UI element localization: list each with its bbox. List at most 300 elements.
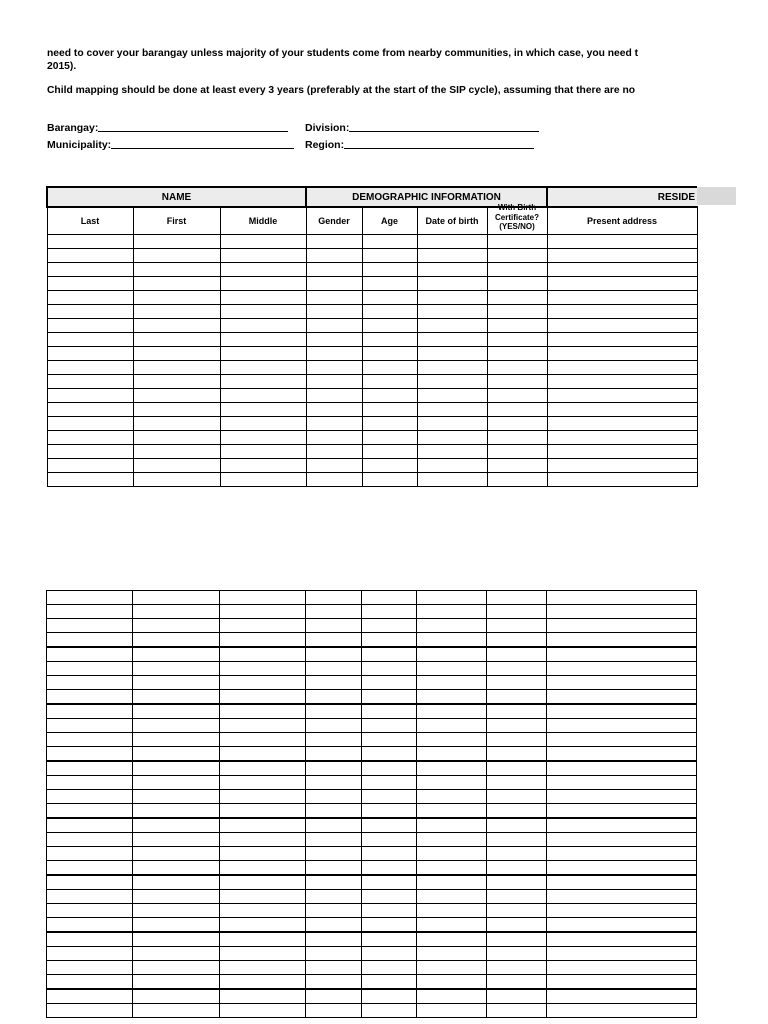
table-cell[interactable] xyxy=(220,961,306,975)
table-cell[interactable] xyxy=(220,361,306,375)
table-cell[interactable] xyxy=(306,291,362,305)
table-cell[interactable] xyxy=(220,690,306,705)
table-cell[interactable] xyxy=(487,605,547,619)
table-cell[interactable] xyxy=(220,249,306,263)
table-cell[interactable] xyxy=(220,619,306,633)
table-cell[interactable] xyxy=(362,361,417,375)
table-cell[interactable] xyxy=(220,235,306,249)
table-cell[interactable] xyxy=(220,403,306,417)
table-cell[interactable] xyxy=(133,790,220,804)
table-cell[interactable] xyxy=(362,747,417,762)
table-cell[interactable] xyxy=(133,417,220,431)
table-cell[interactable] xyxy=(547,776,697,790)
table-cell[interactable] xyxy=(417,263,487,277)
table-cell[interactable] xyxy=(547,733,697,747)
table-cell[interactable] xyxy=(47,904,133,918)
table-cell[interactable] xyxy=(547,319,697,333)
table-cell[interactable] xyxy=(220,704,306,719)
table-cell[interactable] xyxy=(417,747,487,762)
table-cell[interactable] xyxy=(306,361,362,375)
table-cell[interactable] xyxy=(306,417,362,431)
table-cell[interactable] xyxy=(133,445,220,459)
table-cell[interactable] xyxy=(220,989,306,1004)
table-cell[interactable] xyxy=(47,690,133,705)
table-cell[interactable] xyxy=(362,861,417,876)
table-cell[interactable] xyxy=(547,989,697,1004)
table-cell[interactable] xyxy=(47,417,133,431)
table-cell[interactable] xyxy=(362,305,417,319)
table-cell[interactable] xyxy=(220,918,306,933)
table-cell[interactable] xyxy=(306,690,362,705)
table-cell[interactable] xyxy=(47,847,133,861)
table-cell[interactable] xyxy=(47,263,133,277)
table-cell[interactable] xyxy=(417,875,487,890)
table-cell[interactable] xyxy=(417,918,487,933)
table-cell[interactable] xyxy=(547,459,697,473)
table-cell[interactable] xyxy=(220,277,306,291)
table-cell[interactable] xyxy=(417,776,487,790)
table-cell[interactable] xyxy=(47,776,133,790)
table-cell[interactable] xyxy=(306,347,362,361)
table-cell[interactable] xyxy=(133,904,220,918)
table-cell[interactable] xyxy=(306,389,362,403)
table-cell[interactable] xyxy=(547,719,697,733)
table-cell[interactable] xyxy=(306,790,362,804)
table-cell[interactable] xyxy=(417,704,487,719)
table-cell[interactable] xyxy=(133,947,220,961)
table-cell[interactable] xyxy=(417,890,487,904)
table-cell[interactable] xyxy=(133,932,220,947)
table-cell[interactable] xyxy=(362,662,417,676)
table-cell[interactable] xyxy=(487,989,547,1004)
table-cell[interactable] xyxy=(417,1004,487,1018)
table-cell[interactable] xyxy=(417,804,487,819)
table-cell[interactable] xyxy=(547,619,697,633)
table-cell[interactable] xyxy=(487,445,547,459)
table-cell[interactable] xyxy=(306,647,362,662)
table-cell[interactable] xyxy=(306,403,362,417)
table-cell[interactable] xyxy=(133,733,220,747)
table-cell[interactable] xyxy=(47,662,133,676)
table-cell[interactable] xyxy=(47,235,133,249)
table-cell[interactable] xyxy=(47,818,133,833)
table-cell[interactable] xyxy=(220,761,306,776)
table-cell[interactable] xyxy=(47,676,133,690)
table-cell[interactable] xyxy=(133,961,220,975)
table-cell[interactable] xyxy=(47,747,133,762)
table-cell[interactable] xyxy=(220,291,306,305)
table-cell[interactable] xyxy=(487,291,547,305)
table-cell[interactable] xyxy=(487,690,547,705)
table-cell[interactable] xyxy=(417,647,487,662)
table-cell[interactable] xyxy=(306,719,362,733)
table-cell[interactable] xyxy=(306,676,362,690)
table-cell[interactable] xyxy=(487,847,547,861)
table-cell[interactable] xyxy=(547,818,697,833)
table-cell[interactable] xyxy=(417,319,487,333)
table-cell[interactable] xyxy=(547,1004,697,1018)
table-cell[interactable] xyxy=(306,235,362,249)
table-cell[interactable] xyxy=(220,861,306,876)
table-cell[interactable] xyxy=(362,761,417,776)
table-cell[interactable] xyxy=(133,591,220,605)
table-cell[interactable] xyxy=(487,662,547,676)
table-cell[interactable] xyxy=(547,633,697,648)
table-cell[interactable] xyxy=(47,291,133,305)
table-cell[interactable] xyxy=(220,847,306,861)
table-cell[interactable] xyxy=(547,918,697,933)
table-cell[interactable] xyxy=(133,403,220,417)
table-cell[interactable] xyxy=(133,804,220,819)
table-cell[interactable] xyxy=(306,375,362,389)
table-cell[interactable] xyxy=(133,761,220,776)
table-cell[interactable] xyxy=(547,847,697,861)
table-cell[interactable] xyxy=(133,333,220,347)
table-cell[interactable] xyxy=(306,473,362,487)
table-cell[interactable] xyxy=(487,375,547,389)
table-cell[interactable] xyxy=(417,417,487,431)
table-cell[interactable] xyxy=(362,445,417,459)
table-cell[interactable] xyxy=(133,235,220,249)
table-cell[interactable] xyxy=(133,719,220,733)
table-cell[interactable] xyxy=(133,918,220,933)
table-cell[interactable] xyxy=(362,389,417,403)
table-cell[interactable] xyxy=(362,591,417,605)
table-cell[interactable] xyxy=(362,605,417,619)
table-cell[interactable] xyxy=(220,305,306,319)
table-cell[interactable] xyxy=(220,347,306,361)
table-cell[interactable] xyxy=(133,361,220,375)
table-cell[interactable] xyxy=(220,459,306,473)
table-cell[interactable] xyxy=(547,333,697,347)
table-cell[interactable] xyxy=(487,818,547,833)
table-cell[interactable] xyxy=(547,947,697,961)
table-cell[interactable] xyxy=(417,947,487,961)
table-cell[interactable] xyxy=(133,277,220,291)
table-cell[interactable] xyxy=(47,719,133,733)
table-cell[interactable] xyxy=(487,975,547,990)
table-cell[interactable] xyxy=(220,790,306,804)
table-cell[interactable] xyxy=(47,249,133,263)
table-cell[interactable] xyxy=(417,989,487,1004)
table-cell[interactable] xyxy=(362,847,417,861)
table-cell[interactable] xyxy=(220,375,306,389)
table-cell[interactable] xyxy=(362,961,417,975)
table-cell[interactable] xyxy=(547,445,697,459)
table-cell[interactable] xyxy=(547,761,697,776)
table-cell[interactable] xyxy=(133,319,220,333)
table-cell[interactable] xyxy=(547,417,697,431)
table-cell[interactable] xyxy=(547,975,697,990)
table-cell[interactable] xyxy=(417,305,487,319)
table-cell[interactable] xyxy=(220,431,306,445)
table-cell[interactable] xyxy=(547,861,697,876)
table-cell[interactable] xyxy=(133,861,220,876)
table-cell[interactable] xyxy=(417,347,487,361)
table-cell[interactable] xyxy=(417,662,487,676)
table-cell[interactable] xyxy=(547,704,697,719)
table-cell[interactable] xyxy=(487,719,547,733)
table-cell[interactable] xyxy=(220,932,306,947)
table-cell[interactable] xyxy=(547,403,697,417)
table-cell[interactable] xyxy=(362,818,417,833)
table-cell[interactable] xyxy=(220,890,306,904)
table-cell[interactable] xyxy=(47,347,133,361)
table-cell[interactable] xyxy=(362,319,417,333)
table-cell[interactable] xyxy=(547,676,697,690)
table-cell[interactable] xyxy=(306,333,362,347)
table-cell[interactable] xyxy=(362,904,417,918)
table-cell[interactable] xyxy=(47,647,133,662)
table-cell[interactable] xyxy=(220,719,306,733)
table-cell[interactable] xyxy=(133,249,220,263)
table-cell[interactable] xyxy=(220,417,306,431)
table-cell[interactable] xyxy=(417,605,487,619)
table-cell[interactable] xyxy=(487,861,547,876)
table-cell[interactable] xyxy=(362,431,417,445)
table-cell[interactable] xyxy=(47,403,133,417)
table-cell[interactable] xyxy=(133,473,220,487)
table-cell[interactable] xyxy=(417,361,487,375)
table-cell[interactable] xyxy=(417,904,487,918)
table-cell[interactable] xyxy=(487,591,547,605)
municipality-blank-line[interactable] xyxy=(111,137,294,149)
table-cell[interactable] xyxy=(47,932,133,947)
table-cell[interactable] xyxy=(362,403,417,417)
table-cell[interactable] xyxy=(417,975,487,990)
table-cell[interactable] xyxy=(306,818,362,833)
table-cell[interactable] xyxy=(487,633,547,648)
table-cell[interactable] xyxy=(547,375,697,389)
table-cell[interactable] xyxy=(220,647,306,662)
table-cell[interactable] xyxy=(306,633,362,648)
table-cell[interactable] xyxy=(306,277,362,291)
table-cell[interactable] xyxy=(47,875,133,890)
table-cell[interactable] xyxy=(417,818,487,833)
table-cell[interactable] xyxy=(133,747,220,762)
table-cell[interactable] xyxy=(547,932,697,947)
table-cell[interactable] xyxy=(487,676,547,690)
table-cell[interactable] xyxy=(487,333,547,347)
table-cell[interactable] xyxy=(306,947,362,961)
table-cell[interactable] xyxy=(47,733,133,747)
table-cell[interactable] xyxy=(362,804,417,819)
table-cell[interactable] xyxy=(133,875,220,890)
table-cell[interactable] xyxy=(306,776,362,790)
table-cell[interactable] xyxy=(47,361,133,375)
table-cell[interactable] xyxy=(362,263,417,277)
table-cell[interactable] xyxy=(306,904,362,918)
table-cell[interactable] xyxy=(547,263,697,277)
table-cell[interactable] xyxy=(547,904,697,918)
table-cell[interactable] xyxy=(133,431,220,445)
table-cell[interactable] xyxy=(362,235,417,249)
table-cell[interactable] xyxy=(487,277,547,291)
table-cell[interactable] xyxy=(362,932,417,947)
table-cell[interactable] xyxy=(306,662,362,676)
table-cell[interactable] xyxy=(417,591,487,605)
table-cell[interactable] xyxy=(47,890,133,904)
table-cell[interactable] xyxy=(306,989,362,1004)
table-cell[interactable] xyxy=(220,389,306,403)
table-cell[interactable] xyxy=(47,459,133,473)
table-cell[interactable] xyxy=(306,875,362,890)
table-cell[interactable] xyxy=(306,459,362,473)
table-cell[interactable] xyxy=(362,776,417,790)
table-cell[interactable] xyxy=(487,319,547,333)
table-cell[interactable] xyxy=(306,890,362,904)
table-cell[interactable] xyxy=(362,277,417,291)
table-cell[interactable] xyxy=(487,890,547,904)
table-cell[interactable] xyxy=(47,804,133,819)
table-cell[interactable] xyxy=(47,375,133,389)
table-cell[interactable] xyxy=(547,804,697,819)
table-cell[interactable] xyxy=(487,473,547,487)
table-cell[interactable] xyxy=(306,733,362,747)
table-cell[interactable] xyxy=(362,975,417,990)
table-cell[interactable] xyxy=(306,961,362,975)
table-cell[interactable] xyxy=(220,445,306,459)
table-cell[interactable] xyxy=(362,291,417,305)
table-cell[interactable] xyxy=(220,747,306,762)
table-cell[interactable] xyxy=(220,1004,306,1018)
table-cell[interactable] xyxy=(220,875,306,890)
table-cell[interactable] xyxy=(306,932,362,947)
table-cell[interactable] xyxy=(133,676,220,690)
table-cell[interactable] xyxy=(47,605,133,619)
table-cell[interactable] xyxy=(417,389,487,403)
table-cell[interactable] xyxy=(306,975,362,990)
table-cell[interactable] xyxy=(133,633,220,648)
table-cell[interactable] xyxy=(47,633,133,648)
table-cell[interactable] xyxy=(133,690,220,705)
table-cell[interactable] xyxy=(306,833,362,847)
table-cell[interactable] xyxy=(306,619,362,633)
table-cell[interactable] xyxy=(547,305,697,319)
table-cell[interactable] xyxy=(362,619,417,633)
table-cell[interactable] xyxy=(133,833,220,847)
table-cell[interactable] xyxy=(487,776,547,790)
table-cell[interactable] xyxy=(47,333,133,347)
table-cell[interactable] xyxy=(362,473,417,487)
table-cell[interactable] xyxy=(417,932,487,947)
table-cell[interactable] xyxy=(47,305,133,319)
table-cell[interactable] xyxy=(547,235,697,249)
table-cell[interactable] xyxy=(487,875,547,890)
table-cell[interactable] xyxy=(220,591,306,605)
table-cell[interactable] xyxy=(133,459,220,473)
table-cell[interactable] xyxy=(417,403,487,417)
table-cell[interactable] xyxy=(47,591,133,605)
table-cell[interactable] xyxy=(547,605,697,619)
table-cell[interactable] xyxy=(362,733,417,747)
table-cell[interactable] xyxy=(133,263,220,277)
table-cell[interactable] xyxy=(220,633,306,648)
table-cell[interactable] xyxy=(487,249,547,263)
table-cell[interactable] xyxy=(220,319,306,333)
table-cell[interactable] xyxy=(547,790,697,804)
table-cell[interactable] xyxy=(487,833,547,847)
table-cell[interactable] xyxy=(220,818,306,833)
table-cell[interactable] xyxy=(133,389,220,403)
table-cell[interactable] xyxy=(487,347,547,361)
table-cell[interactable] xyxy=(547,890,697,904)
table-cell[interactable] xyxy=(133,1004,220,1018)
table-cell[interactable] xyxy=(417,431,487,445)
table-cell[interactable] xyxy=(306,591,362,605)
table-cell[interactable] xyxy=(220,733,306,747)
table-cell[interactable] xyxy=(306,319,362,333)
table-cell[interactable] xyxy=(47,833,133,847)
table-cell[interactable] xyxy=(547,277,697,291)
table-cell[interactable] xyxy=(362,719,417,733)
table-cell[interactable] xyxy=(306,804,362,819)
table-cell[interactable] xyxy=(47,961,133,975)
table-cell[interactable] xyxy=(306,747,362,762)
table-cell[interactable] xyxy=(487,647,547,662)
table-cell[interactable] xyxy=(133,605,220,619)
table-cell[interactable] xyxy=(220,804,306,819)
table-cell[interactable] xyxy=(417,235,487,249)
table-cell[interactable] xyxy=(547,431,697,445)
table-cell[interactable] xyxy=(220,473,306,487)
table-cell[interactable] xyxy=(220,676,306,690)
table-cell[interactable] xyxy=(417,375,487,389)
table-cell[interactable] xyxy=(547,591,697,605)
table-cell[interactable] xyxy=(417,473,487,487)
table-cell[interactable] xyxy=(133,305,220,319)
table-cell[interactable] xyxy=(362,875,417,890)
table-cell[interactable] xyxy=(47,389,133,403)
table-cell[interactable] xyxy=(362,647,417,662)
table-cell[interactable] xyxy=(47,861,133,876)
table-cell[interactable] xyxy=(487,804,547,819)
table-cell[interactable] xyxy=(487,761,547,776)
table-cell[interactable] xyxy=(417,961,487,975)
table-cell[interactable] xyxy=(417,719,487,733)
table-cell[interactable] xyxy=(487,459,547,473)
table-cell[interactable] xyxy=(47,619,133,633)
table-cell[interactable] xyxy=(547,361,697,375)
table-cell[interactable] xyxy=(133,989,220,1004)
table-cell[interactable] xyxy=(220,904,306,918)
table-cell[interactable] xyxy=(220,776,306,790)
table-cell[interactable] xyxy=(47,1004,133,1018)
table-cell[interactable] xyxy=(487,704,547,719)
region-blank-line[interactable] xyxy=(344,137,534,149)
table-cell[interactable] xyxy=(47,277,133,291)
table-cell[interactable] xyxy=(487,1004,547,1018)
table-cell[interactable] xyxy=(362,890,417,904)
table-cell[interactable] xyxy=(417,790,487,804)
table-cell[interactable] xyxy=(547,249,697,263)
table-cell[interactable] xyxy=(487,961,547,975)
barangay-blank-line[interactable] xyxy=(98,120,288,132)
table-cell[interactable] xyxy=(362,947,417,961)
table-cell[interactable] xyxy=(487,361,547,375)
table-cell[interactable] xyxy=(487,263,547,277)
table-cell[interactable] xyxy=(306,263,362,277)
table-cell[interactable] xyxy=(133,291,220,305)
table-cell[interactable] xyxy=(417,733,487,747)
table-cell[interactable] xyxy=(487,747,547,762)
table-cell[interactable] xyxy=(306,431,362,445)
table-cell[interactable] xyxy=(47,947,133,961)
table-cell[interactable] xyxy=(487,947,547,961)
table-cell[interactable] xyxy=(547,347,697,361)
table-cell[interactable] xyxy=(306,605,362,619)
table-cell[interactable] xyxy=(487,389,547,403)
